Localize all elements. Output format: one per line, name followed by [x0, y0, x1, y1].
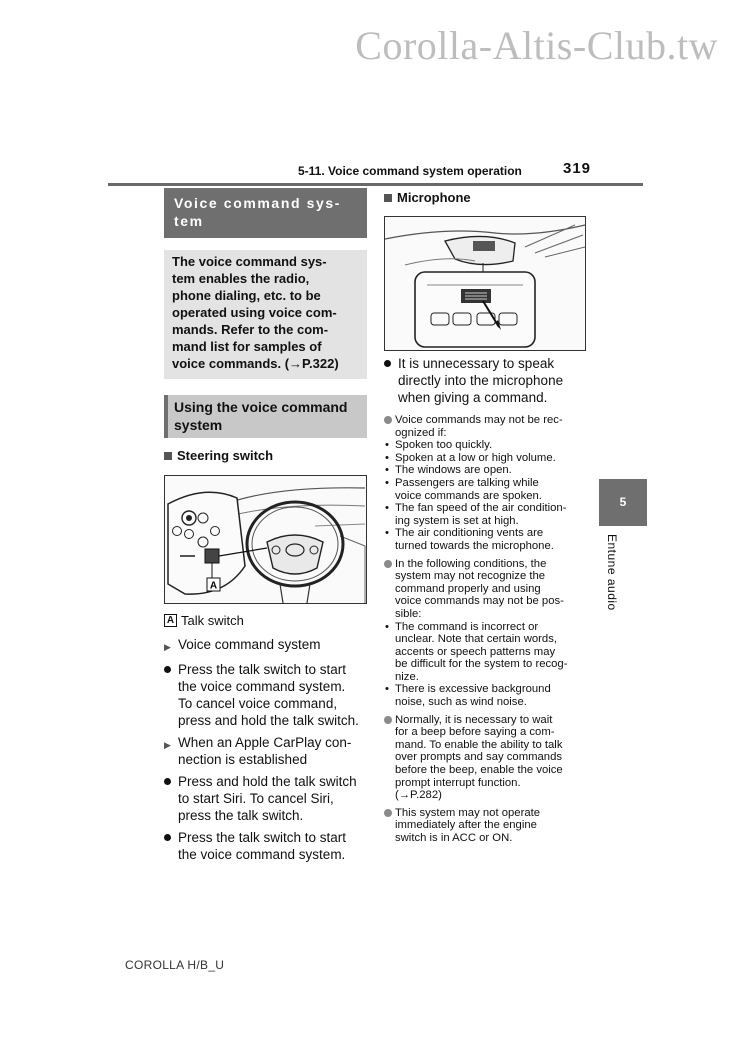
- note-text: In the following conditions, the system may not recognize the command properly and using voice commands may not be pos- sible:: [395, 557, 564, 620]
- item-text: Press and hold the talk switch to start Siri. To cancel Siri, press the talk switch.: [178, 774, 357, 823]
- note-sub-text: Spoken at a low or high volume.: [395, 451, 556, 464]
- note-sub-text: Passengers are talking while voice commands are spoken.: [395, 476, 542, 502]
- note-text: Voice commands may not be rec- ognized if:: [395, 414, 563, 439]
- chapter-tab: 5: [599, 479, 647, 526]
- note-sub-item: [384, 464, 596, 477]
- steering-switch-heading: [164, 448, 367, 463]
- triangle-icon: ▶: [164, 740, 171, 750]
- intro-text: The voice command sys- tem enables the radio, phone dialing, etc. to be operated using voice com- mands. Refer to the com- mand list for samples of voice commands. (→P.322): [172, 254, 339, 371]
- notes-list: [384, 414, 596, 845]
- note-sub-item: [384, 439, 596, 452]
- note-dot-icon: [384, 414, 395, 439]
- chapter-label: Entune audio: [605, 534, 619, 611]
- note-text: This system may not operate immediately after the engine switch is in ACC or ON.: [395, 806, 541, 844]
- note-item: [384, 558, 596, 621]
- note-dot-icon: [384, 714, 395, 802]
- heading-item: [164, 734, 367, 768]
- caption-tag-a: A: [164, 614, 177, 627]
- subsection-heading-text: Using the voice command system: [174, 399, 348, 433]
- item-text: Press the talk switch to start the voice command system.: [178, 830, 347, 862]
- note-sub-text: The windows are open.: [395, 464, 512, 477]
- note-dot-icon: [384, 558, 395, 621]
- steering-switch-figure: [164, 475, 367, 604]
- footer-code: COROLLA H/B_U: [125, 958, 225, 972]
- list-item: [164, 773, 367, 824]
- note-sub-text: The command is incorrect or unclear. Note that certain words, accents or speech patterns may be difficult for the system to recog- nize.: [395, 620, 568, 683]
- sub-bullet-icon: •: [385, 502, 389, 515]
- triangle-icon: ▶: [164, 642, 171, 652]
- section-heading: [164, 188, 367, 238]
- left-column: [164, 188, 367, 863]
- list-item: [164, 829, 367, 863]
- sub-bullet-icon: •: [385, 476, 389, 489]
- sub-bullet-icon: •: [385, 464, 389, 477]
- caption-text: Talk switch: [181, 613, 244, 628]
- square-bullet-icon: [384, 194, 392, 202]
- section-title: 5-11. Voice command system operation: [298, 164, 522, 178]
- note-item: [384, 714, 596, 802]
- steering-switch-heading-text: Steering switch: [177, 448, 274, 463]
- figure-callout-a: A: [209, 580, 218, 592]
- item-text: When an Apple CarPlay con- nection is established: [178, 735, 352, 767]
- header-rule: [108, 183, 643, 186]
- sub-bullet-icon: •: [385, 451, 389, 464]
- note-sub-text: Spoken too quickly.: [395, 439, 493, 452]
- heading-item: [164, 636, 367, 656]
- left-item-list: [164, 636, 367, 863]
- note-dot-icon: [384, 807, 395, 845]
- note-sub-text: The fan speed of the air condition- ing system is set at high.: [395, 502, 567, 527]
- bullet-dot-icon: [164, 829, 178, 863]
- microphone-illustration: [385, 217, 585, 350]
- sub-bullet-icon: •: [385, 683, 389, 696]
- mic-bullet: [384, 355, 596, 406]
- note-item: [384, 414, 596, 439]
- section-heading-text: Voice command sys- tem: [174, 195, 342, 229]
- microphone-heading-text: Microphone: [397, 190, 471, 205]
- bullet-dot-icon: [164, 661, 178, 729]
- item-text: Voice command system: [178, 637, 321, 652]
- sub-bullet-icon: •: [385, 439, 389, 452]
- note-sub-item: [384, 502, 596, 527]
- page-number: 319: [563, 160, 592, 177]
- note-sub-text: The air conditioning vents are turned towards the microphone.: [395, 527, 554, 552]
- note-sub-item: [384, 477, 596, 502]
- sub-bullet-icon: •: [385, 527, 389, 540]
- note-sub-item: [384, 683, 596, 708]
- right-column: [384, 188, 596, 845]
- square-bullet-icon: [164, 452, 172, 460]
- sub-bullet-icon: •: [385, 620, 389, 633]
- watermark: Corolla-Altis-Club.tw: [355, 23, 718, 68]
- list-item: [164, 661, 367, 729]
- mic-bullet-text: It is unnecessary to speak directly into the microphone when giving a command.: [398, 356, 564, 405]
- note-text: Normally, it is necessary to wait for a beep before saying a com- mand. To enable the ability to talk over prompts and say commands before the beep, enable the voice prompt interrupt function. (→P.282): [395, 713, 563, 802]
- note-sub-item: [384, 621, 596, 684]
- microphone-figure: [384, 216, 586, 351]
- note-item: [384, 807, 596, 845]
- note-sub-item: [384, 452, 596, 465]
- figure-caption: [164, 613, 367, 628]
- bullet-dot-icon: [384, 355, 398, 406]
- note-sub-item: [384, 527, 596, 552]
- intro-box: [164, 250, 367, 379]
- item-text: Press the talk switch to start the voice command system. To cancel voice command, press and hold the talk switch.: [178, 662, 359, 728]
- note-sub-text: There is excessive background noise, such as wind noise.: [395, 683, 551, 709]
- microphone-heading: [384, 190, 596, 205]
- bullet-dot-icon: [164, 773, 178, 824]
- steering-wheel-illustration: [165, 476, 366, 603]
- subsection-heading: [164, 395, 367, 438]
